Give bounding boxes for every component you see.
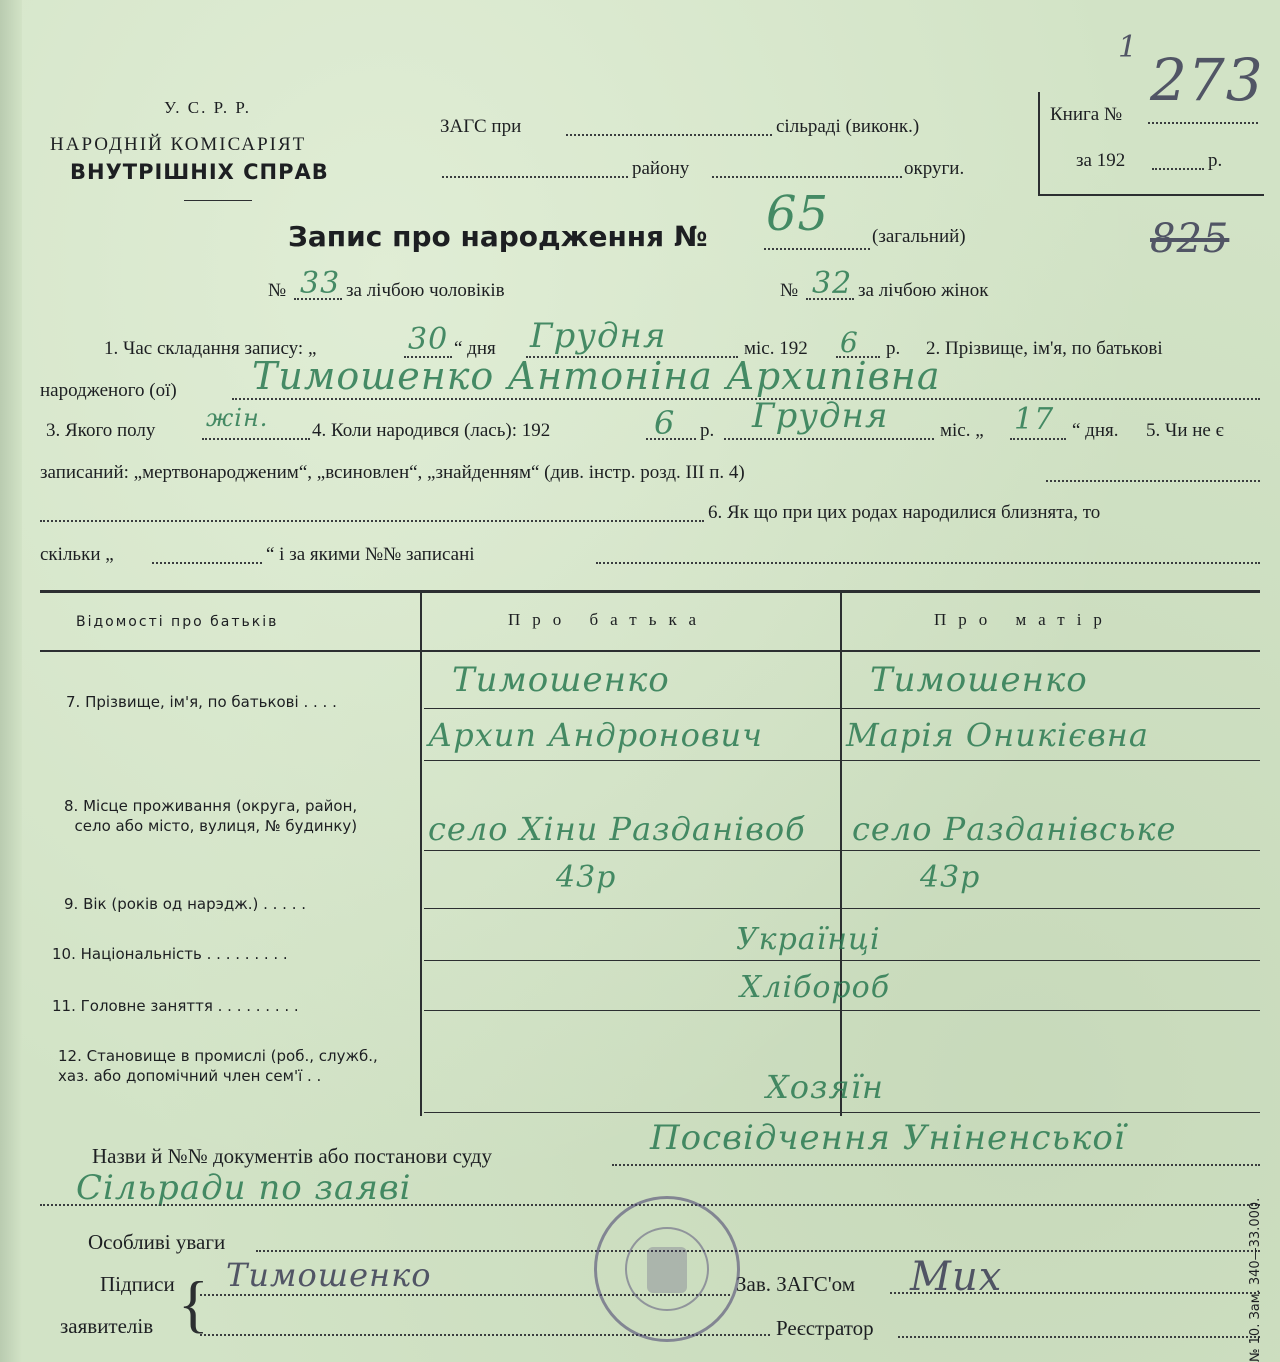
birth-year-suffix: р. — [700, 420, 715, 441]
record-number-field[interactable] — [764, 248, 870, 250]
women-count-label: за лічбою жінок — [858, 280, 989, 301]
row-label-11: 11. Головне заняття . . . . . . . . . — [52, 997, 299, 1015]
hand-father-name1: Тимошенко — [452, 660, 670, 700]
birth-month-field[interactable] — [724, 438, 934, 440]
hand-mother-place: село Разданівське — [852, 810, 1177, 848]
field5-label: 5. Чи не є — [1146, 420, 1224, 441]
row-line-7b — [424, 760, 1260, 761]
docs-label: Назви й №№ документів або постанови суду — [92, 1144, 492, 1168]
hand-nationality: Українці — [736, 922, 881, 957]
field5-cont-label: записаний: „мертвонародженим“, „всиновлен“, „знайденням“ (див. інстр. розд. III п. 4) — [40, 462, 745, 483]
field1-month-label: міс. 192 — [744, 338, 808, 359]
table-col1-header: Відомості про батьків — [76, 614, 279, 630]
record-title: Запис про народження № — [288, 220, 708, 253]
district-field[interactable] — [442, 176, 628, 178]
field2-label: 2. Прізвище, ім'я, по батькові — [926, 338, 1163, 359]
republic-label: У. С. Р. Р. — [164, 98, 252, 117]
field1-label: 1. Час складання запису: „ — [104, 338, 317, 359]
hand-mother-name2: Марія Оникієвна — [846, 716, 1149, 754]
district-label: району — [632, 158, 690, 179]
seal-emblem — [647, 1247, 687, 1293]
hand-right-number: 825 — [1150, 216, 1230, 262]
row-line-12 — [424, 1112, 1260, 1113]
header-rule — [184, 200, 252, 201]
hand-f1-year: 6 — [840, 326, 859, 359]
hand-occupation: Хлібороб — [740, 970, 891, 1005]
hand-father-age: 43р — [556, 860, 617, 895]
table-col2-header: Про батька — [508, 610, 709, 629]
signatures-label1: Підписи — [100, 1272, 175, 1296]
child-name-field[interactable] — [232, 398, 1260, 400]
hand-men-count: 33 — [300, 266, 341, 301]
general-label: (загальний) — [872, 226, 966, 247]
row-line-9 — [424, 908, 1260, 909]
birth-month-label: міс. „ — [940, 420, 984, 441]
registrar-label: Реєстратор — [776, 1316, 874, 1340]
twins-count-field[interactable] — [152, 562, 262, 564]
paper-edge — [0, 0, 22, 1362]
hand-head-signature: Мих — [910, 1254, 1003, 1300]
commissariat-line2: ВНУТРІШНІХ СПРАВ — [70, 160, 329, 184]
zags-label: ЗАГС при — [440, 116, 522, 137]
book-year-suffix: р. — [1208, 150, 1223, 171]
hand-sex: жін. — [206, 404, 269, 432]
table-header-rule — [40, 650, 1260, 652]
stillborn-field-cont[interactable] — [40, 520, 704, 522]
hand-book-number: 273 — [1150, 46, 1264, 114]
book-label: Книга № — [1050, 104, 1123, 125]
hand-father-place: село Хіни Разданівоб — [428, 810, 806, 848]
hand-docs: Посвідчення Уніненської — [650, 1118, 1126, 1158]
hand-f1-month: Грудня — [530, 316, 667, 356]
hand-f1-day: 30 — [408, 322, 449, 357]
table-col-divider-2 — [840, 592, 842, 1116]
row-label-12: 12. Становище в промислі (роб., служб., хаз. або допомічний член сем'ї . . — [58, 1047, 378, 1085]
hand-birth-year: 6 — [654, 404, 676, 442]
birth-day-label: “ дня. — [1072, 420, 1119, 441]
field6-cont-b: “ і за якими №№ записані — [266, 544, 475, 565]
hand-mother-name1: Тимошенко — [870, 660, 1088, 700]
field2-cont-label: народженого (ої) — [40, 380, 177, 401]
table-col-divider-1 — [420, 592, 422, 1116]
row-label-8: 8. Місце проживання (округа, район, село або місто, вулиця, № будинку) — [64, 797, 358, 835]
side-print-number: № 10. Зам. 340—33.000. — [1248, 1197, 1263, 1362]
twins-numbers-field[interactable] — [596, 562, 1260, 564]
zags-field[interactable] — [566, 134, 772, 136]
row-line-7a — [424, 708, 1260, 709]
row-label-7: 7. Прізвище, ім'я, по батькові . . . . — [66, 693, 337, 711]
head-label: Зав. ЗАГС'ом — [736, 1272, 855, 1296]
hand-book-top: 1 — [1118, 30, 1139, 65]
women-no-sign: № — [780, 280, 799, 301]
sex-field[interactable] — [202, 438, 310, 440]
signatures-label2: заявителів — [60, 1314, 154, 1338]
notes-label: Особливі уваги — [88, 1230, 226, 1254]
table-top-rule — [40, 590, 1260, 593]
notes-field[interactable] — [256, 1250, 1260, 1252]
birth-day-field[interactable] — [1010, 438, 1066, 440]
row-line-10 — [424, 960, 1260, 961]
hand-women-count: 32 — [812, 266, 853, 301]
row-label-9: 9. Вік (років од нарэдж.) . . . . . — [64, 895, 307, 913]
okrug-field[interactable] — [712, 176, 902, 178]
okrug-label: округи. — [904, 158, 965, 179]
field4-label: 4. Коли народився (лась): 192 — [312, 420, 551, 441]
row-line-8 — [424, 850, 1260, 851]
hand-father-name2: Архип Андронович — [428, 716, 763, 754]
book-number-field[interactable] — [1148, 122, 1258, 124]
hand-docs2: Сільради по заяві — [76, 1168, 412, 1208]
field1-day-label: “ дня — [454, 338, 496, 359]
seal-stamp — [594, 1196, 740, 1342]
hand-applicant-signature: Тимошенко — [226, 1256, 432, 1294]
hand-record-number: 65 — [766, 186, 830, 242]
men-no-sign: № — [268, 280, 287, 301]
field1-year-suffix: р. — [886, 338, 901, 359]
docs-field[interactable] — [612, 1164, 1260, 1166]
book-year-label: за 192 — [1076, 150, 1126, 171]
hand-mother-age: 43р — [920, 860, 981, 895]
registrar-signature-field[interactable] — [898, 1336, 1260, 1338]
table-col3-header: Про матір — [934, 610, 1114, 629]
field3-label: 3. Якого полу — [46, 420, 156, 441]
hand-birth-day: 17 — [1014, 402, 1055, 437]
row-label-10: 10. Національність . . . . . . . . . — [52, 945, 288, 963]
men-count-label: за лічбою чоловіків — [346, 280, 505, 301]
commissariat-line1: НАРОДНІЙ КОМІСАРІЯТ — [50, 134, 307, 155]
hand-child-name: Тимошенко Антоніна Архипівна — [252, 354, 941, 398]
village-council-label: сільраді (виконк.) — [776, 116, 920, 137]
signatures-brace: { — [178, 1268, 209, 1339]
hand-birth-month: Грудня — [752, 396, 889, 436]
field6-label: 6. Як що при цих родах народилися близнята, то — [708, 502, 1101, 523]
stillborn-field[interactable] — [1046, 480, 1260, 482]
book-year-field[interactable] — [1152, 168, 1204, 170]
hand-position: Хозяїн — [766, 1068, 884, 1106]
field6-cont-a: скільки „ — [40, 544, 114, 565]
row-line-11 — [424, 1010, 1260, 1011]
